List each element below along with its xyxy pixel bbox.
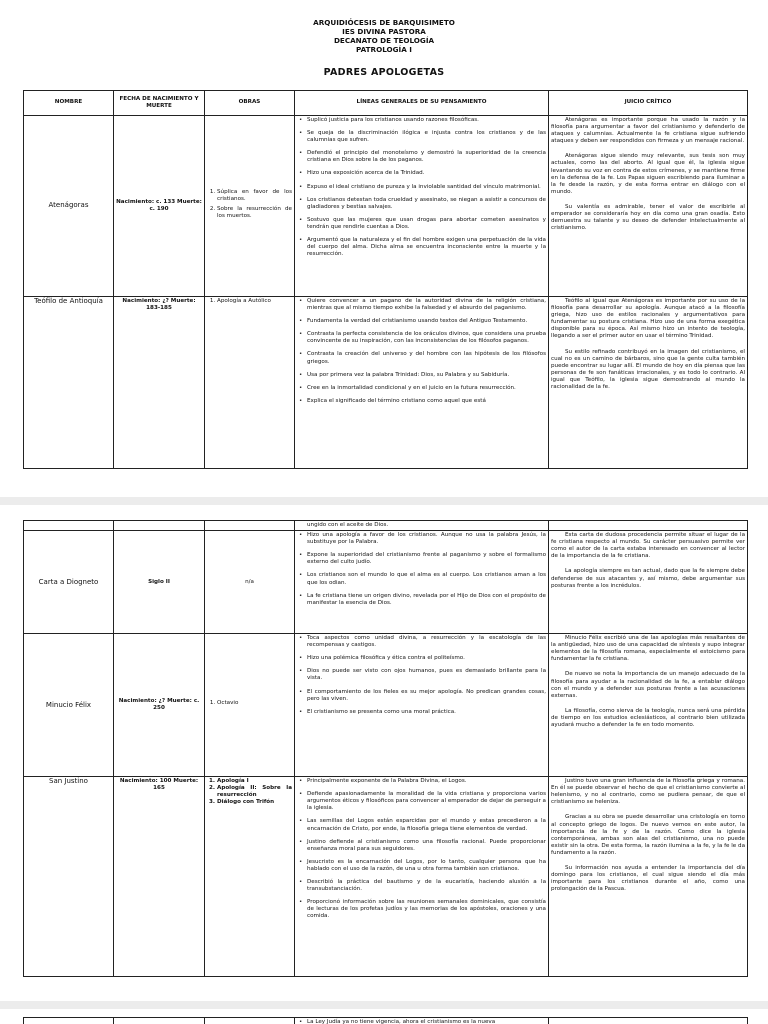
empty-cell [24,521,114,531]
document-header [0,0,768,54]
empty-cell [114,1018,205,1024]
table-row [24,116,748,297]
page-gap [0,497,768,505]
judgment-paragraph: Minucio Félix escribió una de las apologías más resaltantes de la antigüedad, hizo uso de una capacidad de síntesis y supo integrar elementos de la filosofía romana, especialmente el estoicismo para fundamentar la fe cristiana. [551,635,745,663]
judgment-paragraph: Justino tuvo una gran influencia de la filosofía griega y romana. En él se puede observar el hecho de que el cristianismo convierte al helenismo, y no al contrario, como se pudiera pensar, de que el cristianismo se heleniza. [551,778,745,806]
judgment-paragraph: Atenágoras es importante porque ha usado la razón y la filosofía para argumentar a favor del cristianismo y defenderlo de ataques y calumnias. Actualmente la fe cristiana sigue sufriendo ataques y deben ser respondidos con firmeza y un mensaje racional. [551,117,745,145]
header-line-faculty: DECANATO DE TEOLOGÍA [333,36,435,45]
row-works: n/a [205,531,295,634]
judgment-paragraph: La apología siempre es tan actual, dado que la fe siempre debe defenderse de sus atacantes y, así mismo, debe argumentar sus posturas frente a los incrédulos. [551,568,745,589]
work-item: 3. Diálogo con Trifón [217,799,292,806]
judgment-paragraph: Su información nos ayuda a entender la importancia del día domingo para los cristianos, el cual sigue siendo el día más importante para los cristianos durante el año, como una prolongación de la Pascua. [551,865,745,893]
col-header-dates: FECHA DE NACIMIENTO Y MUERTE [114,91,205,116]
thought-item: • Usa por primera vez la palabra Trinidad: Dios, su Palabra y su Sabiduría. [307,372,546,379]
thought-item: • Expone la superioridad del cristianismo frente al paganismo y sobre el formalismo externo del culto judío. [307,552,546,566]
thought-item: • Describió la práctica del bautismo y de la eucaristía, haciendo alusión a la transubstanciación. [307,879,546,893]
row-works [205,634,295,777]
row-lines [295,531,549,634]
table-row [24,521,748,531]
thought-item: • Dios no puede ser visto con ojos humanos, pues es demasiado brillante para la vista. [307,668,546,682]
thought-item: • El comportamiento de los fieles es su mejor apología. No predican grandes cosas, pero las viven. [307,689,546,703]
apologists-table-p2 [23,520,748,977]
table-row [24,634,748,777]
empty-cell [205,521,295,531]
empty-cell [114,521,205,531]
thought-item: • Contrasta la perfecta consistencia de los oráculos divinos, que considera una prueba convincente de su inspiración, con las inconsistencias de los filósofos paganos. [307,331,546,345]
thought-item: • Quiere convencer a un pagano de la autoridad divina de la religión cristiana, mientras que al mismo tiempo exhibe la falsedad y el absurdo del paganismo. [307,298,546,312]
thought-item: • Argumentó que la naturaleza y el fin del hombre exigen una perpetuación de la vida del cuerpo del alma. Dicha alma se encuentra inconsciente entre la muerte y la resurrección. [307,237,546,258]
row-dates: Nacimiento: c. 133 Muerte: c. 190 [114,116,205,297]
row-name: Minucio Félix [24,634,114,777]
judgment-paragraph: Su estilo refinado contribuyó en la imagen del cristianismo, el cual no es un camino de bárbaros, sino que la gente culta también puede encontrar su lugar allí. El mundo de hoy en día piensa que las personas de fe son fanáticas irracionales, y es todo lo contrario. Al igual que Teófilo, la iglesia sigue demostrando al mundo la racionalidad de la fe. [551,348,745,391]
row-dates: Nacimiento: 100 Muerte: 165 [114,777,205,977]
apologists-table-p3 [23,1017,748,1024]
judgment-paragraph: Teófilo al igual que Atenágoras es importante por su uso de la filosofía para desarrollar su apología. Aunque atacó a la filosofía griega, hizo uso de estilos racionales y argumentativos para fundamentar su postura cristiana. Hizo uso de una forma exegética disponible para su época. Así mismo hizo un intento de teología, llegando a ser el primer autor en usar el término Trinidad. [551,298,745,340]
document-page-2 [0,505,768,1001]
work-item: 1. Apología a Autólico [217,298,292,305]
thought-item: • Los cristianos detestan toda crueldad y asesinato, se niegan a asistir a concursos de gladiadores y bestias salvajes. [307,197,546,211]
thought-item: • Fundamenta la verdad del cristianismo usando textos del Antiguo Testamento. [307,318,546,325]
thought-item: • La fe cristiana tiene un origen divino, revelada por el Hijo de Dios con el propósito de manifestar la esencia de Dios. [307,593,546,607]
thought-item: • La Ley Judía ya no tiene vigencia, ahora el cristianismo es la nueva [307,1019,546,1024]
row-lines [295,297,549,469]
row-dates: Nacimiento: ¿? Muerte: 183-185 [114,297,205,469]
row-name: Atenágoras [24,116,114,297]
table-row [24,777,748,977]
col-header-judgment: JUICIO CRÍTICO [549,91,748,116]
row-lines [295,116,549,297]
row-judgment [549,116,748,297]
work-item: 2. Apología II: Sobre la resurrección [217,785,292,799]
document-page-1 [0,0,768,497]
thought-item: • Principalmente exponente de la Palabra Divina, el Logos. [307,778,546,785]
judgment-paragraph: Gracias a su obra se puede desarrollar una cristología en torno al concepto griego de logos. De nuevo vemos en este autor, la importancia de la fe y de la razón. Como dice la iglesia contemporánea, ambas son alas del cristianismo, una no puede existir sin la otra. De esta forma, la razón ilumina a la fe, y la fe le da fundamento a la razón. [551,814,746,856]
thought-item: • Justino defiende al cristianismo como una filosofía racional. Puede proporcionar enseñanza moral para sus seguidores. [307,839,546,853]
thought-item: • Suplicó justicia para los cristianos usando razones filosóficas. [307,117,546,124]
col-header-name: NOMBRE [24,91,114,116]
empty-cell [549,521,748,531]
judgment-paragraph: La filosofía, como sierva de la teología, nunca será una pérdida de tiempo en los estudios eclesiásticos, al contrario bien utilizada ayudará mucho a defender la fe en todo momento. [551,707,745,729]
apologists-table-p1 [23,90,748,469]
row-dates: Nacimiento: ¿? Muerte: c. 250 [114,634,205,777]
thought-item: • Hizo una apología a favor de los cristianos. Aunque no usa la palabra Jesús, la substituye por la Palabra. [307,532,546,546]
work-item: 1. Octavio [217,700,292,707]
thought-item: • Cree en la inmortalidad condicional y en el juicio en la futura resurrección. [307,385,546,392]
thought-item: • Toca aspectos como unidad divina, a resurrección y la escatología de las recompensas y castigos. [307,635,546,649]
table-header-row [24,91,748,116]
judgment-paragraph: Atenágoras sigue siendo muy relevante, sus tesis son muy actuales, como las del aborto. Al igual que él, la iglesia sigue levantando su voz en contra de estos crímenes, y se mantiene firme en la defensa de la fe. Los Papas siguen escribiendo para iluminar a la fe desde la razón, y de esta forma entrar en diálogo con el mundo. [551,153,745,195]
thought-item: • Explica el significado del término cristiano como aquel que está [307,398,546,405]
thought-item: • Los cristianos son el mundo lo que el alma es al cuerpo. Los cristianos aman a los que los odian. [307,572,546,586]
continuation-text: ungido con el aceite de Dios. [295,521,549,531]
judgment-paragraph: Esta carta de dudosa procedencia permite situar el lugar de la fe cristiana respecto al mundo. Su carácter persuasivo permite ver como el autor de la carta estaba interesado en convencer al lector de la importancia de la fe cristiana. [551,532,745,560]
work-item: 2. Sobre la resurrección de los muertos. [217,206,292,220]
row-dates: Siglo II [114,531,205,634]
row-name: Teófilo de Antioquía [24,297,114,469]
col-header-works: OBRAS [205,91,295,116]
table-row [24,297,748,469]
col-header-lines: LÍNEAS GENERALES DE SU PENSAMIENTO [295,91,549,116]
thought-item: • Proporcionó información sobre las reuniones semanales dominicales, que consistía de lecturas de los profetas judíos y las memorias de los apóstoles, oraciones y una comida. [307,899,546,920]
row-judgment [549,531,748,634]
row-lines [295,1018,549,1024]
thought-item: • Se queja de la discriminación ilógica e injusta contra los cristianos y de las calumnias que sufren. [307,130,546,144]
thought-item: • Hizo una polémica filosófica y ética contra el politeísmo. [307,655,546,662]
thought-item: • Hizo una exposición acerca de la Trinidad. [307,170,546,177]
table-row [24,531,748,634]
row-works [205,116,295,297]
page-gap [0,1001,768,1009]
empty-cell [205,1018,295,1024]
work-item: 1. Apología I [217,778,292,785]
row-judgment [549,634,748,777]
header-line-archdiocese: ARQUIDIÓCESIS DE BARQUISIMETO [313,18,455,27]
thought-item: • Contrasta la creación del universo y del hombre con las hipótesis de los filósofos griegos. [307,351,546,365]
header-line-course: PATROLOGÍA I [356,45,412,54]
judgment-paragraph: Su valentía es admirable, tener el valor de escribirle al emperador se consideraría hoy en día como una gran osadía. Esto demuestra su talante y su deseo de defender intelectualmente al cristianismo. [551,203,745,232]
thought-item: • Expuso el ideal cristiano de pureza y la inviolable santidad del vínculo matrimonial. [307,184,546,191]
row-name: Carta a Diogneto [24,531,114,634]
row-name: San Justino [24,777,114,977]
thought-item: • Sostuvo que las mujeres que usan drogas para abortar cometen asesinatos y tendrán que rendirle cuentas a Dios. [307,217,546,231]
page-title: PADRES APOLOGETAS [323,67,445,78]
empty-cell [24,1018,114,1024]
header-line-institute: IES DIVINA PASTORA [342,27,426,36]
table-row [24,1018,748,1024]
row-lines [295,777,549,977]
empty-cell [549,1018,748,1024]
thought-item: • Defendió el principio del monoteísmo y demostró la superioridad de la creencia cristiana en Dios sobre la de los paganos. [307,150,546,164]
document-page-3 [0,1009,768,1024]
work-item: 1. Súplica en favor de los cristianos. [217,189,292,203]
row-judgment [549,777,748,977]
thought-item: • El cristianismo se presenta como una moral práctica. [307,709,546,716]
thought-item: • Defiende apasionadamente la moralidad de la vida cristiana y proporciona varios argumentos éticos y filosóficos para convencer al emperador de dejar de perseguir a la iglesia. [307,791,546,812]
row-lines [295,634,549,777]
row-works [205,777,295,977]
thought-item: • Jesucristo es la encarnación del Logos, por lo tanto, cualquier persona que ha hablado con el uso de la razón, de una u otra forma también son cristianos. [307,859,546,873]
row-judgment [549,297,748,469]
judgment-paragraph: De nuevo se nota la importancia de un manejo adecuado de la filosofía para ayudar a la racionalidad de la fe, a entablar diálogo con el mundo y a defender sus posturas frente a las acusaciones externas. [551,671,745,699]
row-works [205,297,295,469]
thought-item: • Las semillas del Logos están esparcidas por el mundo y estas precedieron a la encarnación de Cristo, por ende, la filosofía griega tiene elementos de verdad. [307,818,546,832]
